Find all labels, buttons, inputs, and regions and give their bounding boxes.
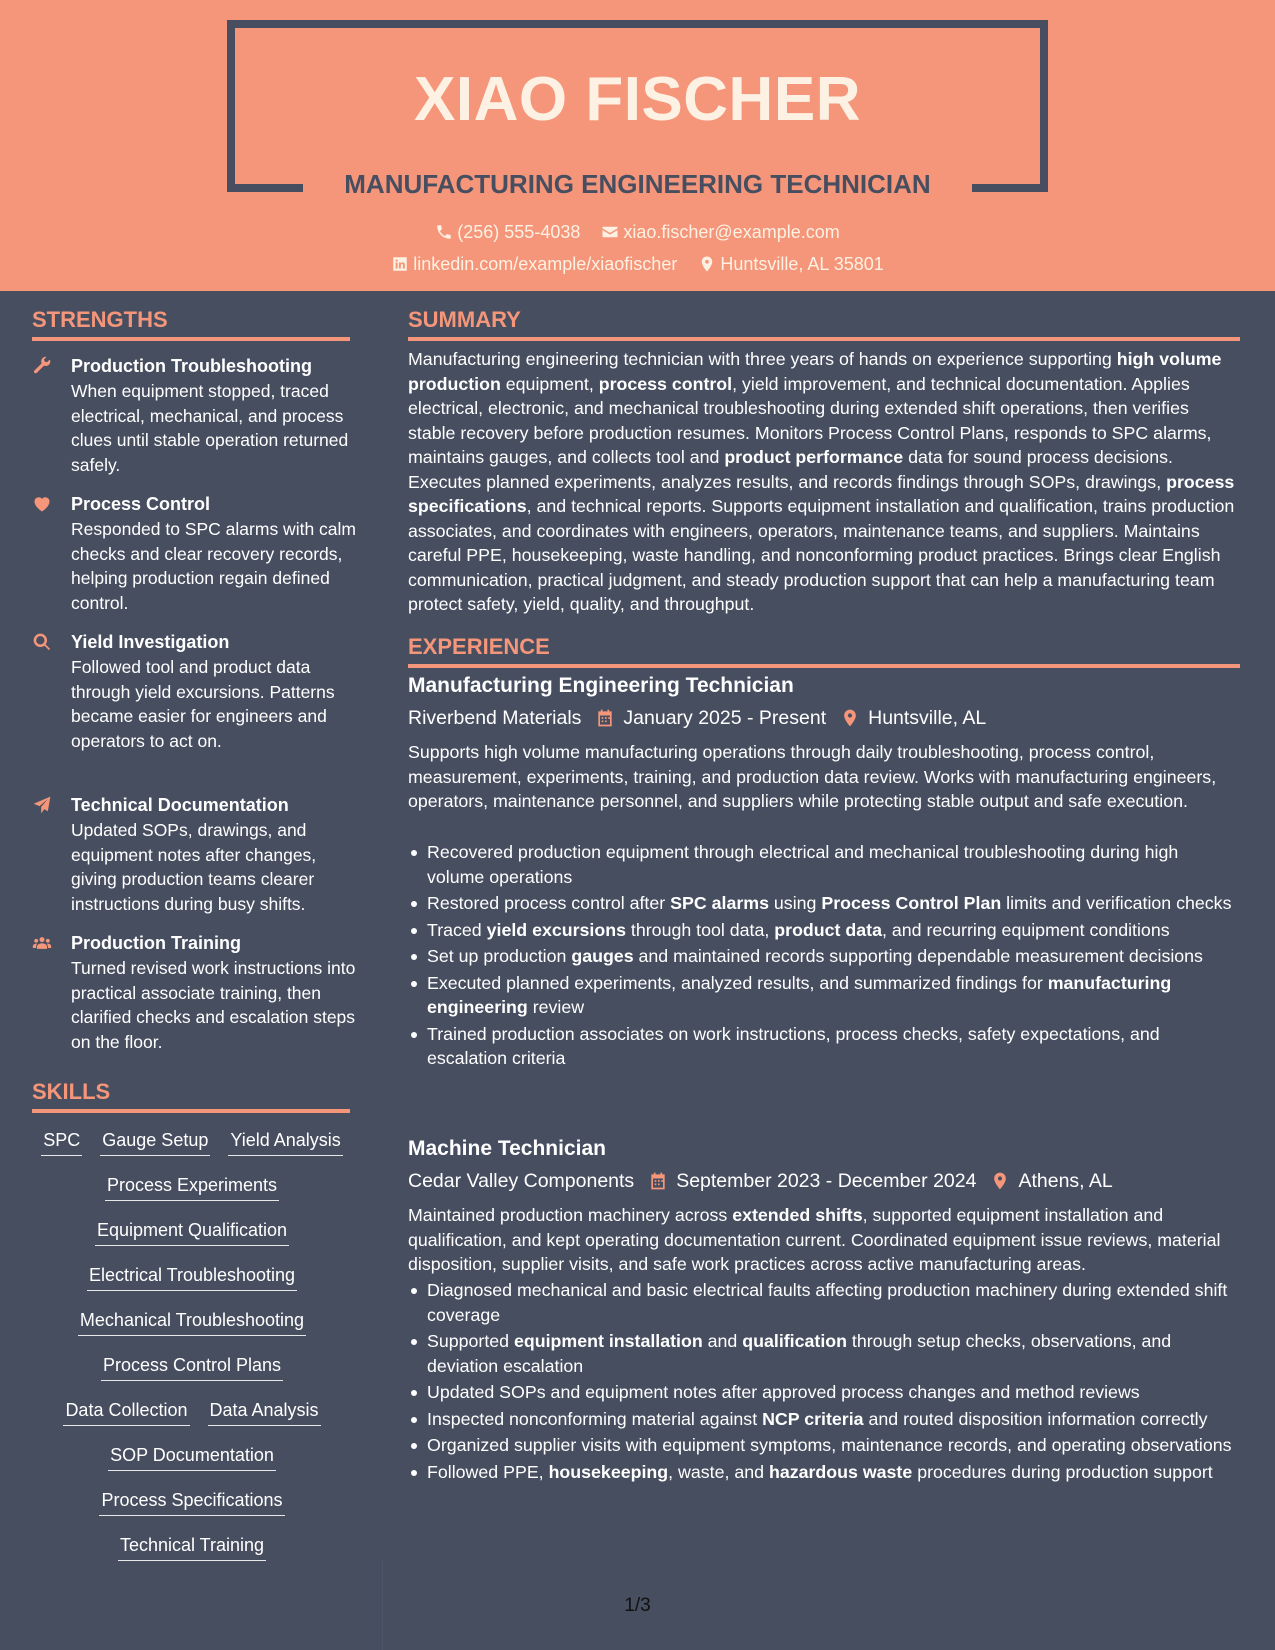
skill-tag: Process Control Plans xyxy=(101,1353,283,1381)
bold-text: SPC alarms xyxy=(670,893,769,913)
skills-heading: SKILLS xyxy=(32,1079,111,1104)
job-dates: January 2025 - Present xyxy=(623,707,827,729)
bold-text: process control xyxy=(598,373,733,394)
job-dates: September 2023 - December 2024 xyxy=(676,1170,977,1192)
phone-text: (256) 555-4038 xyxy=(457,222,581,242)
job-title: Machine Technician xyxy=(408,1137,606,1160)
text-run: data for sound process decisions. Executes planned experiments, analyzes results, and records findings through SOPs, drawings, xyxy=(408,447,1173,492)
strengths-rule xyxy=(32,337,350,341)
location-text: Huntsville, AL 35801 xyxy=(720,254,884,274)
strength-title: Process Control xyxy=(71,494,211,514)
skill-tag: Electrical Troubleshooting xyxy=(87,1263,297,1291)
resume-header xyxy=(0,0,1275,291)
skills-rule xyxy=(32,1109,350,1113)
text-run: review xyxy=(527,997,585,1017)
job-meta xyxy=(408,1168,1113,1194)
strength-title: Technical Documentation xyxy=(71,795,289,815)
list-item xyxy=(408,944,1240,969)
candidate-name: XIAO FISCHER xyxy=(414,65,861,134)
strength-description: Followed tool and product data through yield excursions. Patterns became easier for engineers and operators to act on. xyxy=(71,657,335,751)
skill-row xyxy=(32,1533,352,1578)
list-item xyxy=(408,918,1240,943)
text-run: and routed disposition information correctly xyxy=(863,1408,1208,1429)
bold-text: housekeeping xyxy=(548,1461,669,1482)
job-title: Manufacturing Engineering Technician xyxy=(408,674,794,697)
strength-description: Turned revised work instructions into practical associate training, then clarified checks and escalation steps on the floor. xyxy=(71,958,356,1052)
experience-heading: EXPERIENCE xyxy=(408,634,550,659)
list-item xyxy=(408,1329,1240,1378)
text-run: using xyxy=(768,893,822,913)
skill-row xyxy=(32,1218,352,1263)
bold-text: product performance xyxy=(724,447,904,467)
bold-text: extended shifts xyxy=(732,1205,863,1225)
job-location: Huntsville, AL xyxy=(868,707,987,729)
skill-row xyxy=(32,1173,352,1218)
text-run: Supports high volume manufacturing operations through daily troubleshooting, process control, measurement, experiments, training, and production data review. Works with manufacturing engineers, operators, maintenance personnel, and suppliers while protecting stable output and safe execution. xyxy=(408,742,1217,811)
strength-description: Updated SOPs, drawings, and equipment notes after changes, giving production teams clearer instructions during busy shifts. xyxy=(71,820,317,914)
list-item xyxy=(408,840,1240,889)
contact-row-2 xyxy=(0,252,1275,279)
contact-row xyxy=(0,220,1275,247)
list-item xyxy=(408,1380,1240,1405)
text-run: , supported equipment installation and qualification, and kept operating documentation current. Coordinated equipment issue reviews, material disposition, supplier visits, and safe work practices across active manufacturing areas. xyxy=(408,1205,1221,1274)
map-pin-icon xyxy=(698,255,716,273)
text-run: Followed PPE, xyxy=(427,1461,549,1482)
calendar-icon xyxy=(595,708,615,728)
header-frame xyxy=(227,20,1048,28)
page-number: 1/3 xyxy=(624,1595,651,1616)
calendar-icon xyxy=(648,1171,668,1191)
text-run: and maintained records supporting dependable measurement decisions xyxy=(633,946,1203,966)
list-item xyxy=(408,1022,1240,1071)
text-run: , waste, and xyxy=(668,1461,769,1482)
text-run: Inspected nonconforming material against xyxy=(427,1408,763,1429)
bold-text: NCP criteria xyxy=(762,1408,864,1429)
skill-row xyxy=(32,1263,352,1308)
bold-text: Process Control Plan xyxy=(821,893,1002,913)
skill-row xyxy=(32,1443,352,1488)
location-contact xyxy=(698,252,883,276)
list-item xyxy=(408,971,1240,1020)
text-run: through setup checks, observations, and deviation escalation xyxy=(427,1331,1172,1376)
candidate-title: MANUFACTURING ENGINEERING TECHNICIAN xyxy=(344,169,931,199)
search-icon xyxy=(32,632,54,652)
skill-row xyxy=(32,1398,352,1443)
text-run: Diagnosed mechanical and basic electrical faults affecting production machinery during extended shift coverage xyxy=(427,1280,1228,1325)
summary-text xyxy=(408,347,1240,617)
strength-title: Production Training xyxy=(71,933,241,953)
list-item xyxy=(408,1460,1240,1485)
linkedin-text: linkedin.com/example/xiaofischer xyxy=(413,254,678,274)
skill-row xyxy=(32,1308,352,1353)
bold-text: process specifications xyxy=(408,471,1235,516)
strengths-heading: STRENGTHS xyxy=(32,307,168,332)
skill-row xyxy=(32,1353,352,1398)
job-description xyxy=(408,740,1240,814)
text-run: , and technical reports. Supports equipment installation and qualification, trains production associates, and coordinates with engineers, operators, maintenance teams, and suppliers. Maintains careful PPE, housekeeping, waste handling, and nonconforming product practices. Brings clear English communication, practical judgment, and steady production support that can help a manufacturing team protect safety, yield, quality, and throughput. xyxy=(408,496,1235,614)
bold-text: equipment installation xyxy=(514,1331,703,1351)
job-location: Athens, AL xyxy=(1018,1170,1113,1192)
email-text: xiao.fischer@example.com xyxy=(623,222,840,242)
email-contact[interactable] xyxy=(601,220,839,244)
list-item xyxy=(408,891,1240,916)
paper-plane-icon xyxy=(32,795,54,815)
company-name: Cedar Valley Components xyxy=(408,1170,635,1192)
skill-tag: Data Collection xyxy=(63,1398,189,1426)
job-description xyxy=(408,1203,1240,1277)
text-run: procedures during production support xyxy=(912,1461,1213,1482)
bold-text: high volume production xyxy=(408,349,1222,394)
heart-icon xyxy=(32,494,54,514)
skill-tag: Yield Analysis xyxy=(228,1128,342,1156)
bold-text: hazardous waste xyxy=(768,1461,913,1482)
map-pin-icon xyxy=(840,708,860,728)
skills-list xyxy=(32,1128,352,1578)
text-run: Maintained production machinery across xyxy=(408,1205,733,1225)
job-bullets xyxy=(408,840,1240,1073)
phone-icon xyxy=(435,223,453,241)
bold-text: yield excursions xyxy=(486,919,626,940)
job-bullets xyxy=(408,1278,1240,1486)
map-pin-icon xyxy=(990,1171,1010,1191)
text-run: Executed planned experiments, analyzed results, and summarized findings for xyxy=(427,972,1048,993)
text-run: equipment, xyxy=(500,373,599,394)
skill-tag: Process Specifications xyxy=(99,1488,284,1516)
skill-tag: Equipment Qualification xyxy=(95,1218,289,1246)
summary-heading: SUMMARY xyxy=(408,307,521,332)
text-run: Traced xyxy=(427,919,487,940)
linkedin-icon xyxy=(391,255,409,273)
company-name: Riverbend Materials xyxy=(408,707,582,729)
summary-rule xyxy=(408,337,1240,341)
linkedin-contact[interactable] xyxy=(391,252,677,276)
wrench-icon xyxy=(32,356,54,376)
skill-tag: SOP Documentation xyxy=(108,1443,276,1471)
list-item xyxy=(408,1433,1240,1458)
skill-row xyxy=(32,1128,352,1173)
skill-tag: Gauge Setup xyxy=(100,1128,210,1156)
text-run: Trained production associates on work instructions, process checks, safety expectations, and escalation criteria xyxy=(427,1023,1160,1068)
skill-row xyxy=(32,1488,352,1533)
text-run: Set up production xyxy=(427,946,572,966)
skill-tag: Process Experiments xyxy=(105,1173,279,1201)
list-item xyxy=(408,1407,1240,1432)
experience-rule xyxy=(408,664,1240,668)
bold-text: product data xyxy=(774,919,882,940)
phone-contact[interactable] xyxy=(435,220,580,244)
job-meta xyxy=(408,705,986,731)
skill-tag: Technical Training xyxy=(118,1533,266,1561)
text-run: Organized supplier visits with equipment symptoms, maintenance records, and operating observations xyxy=(427,1435,1232,1455)
text-run: Supported xyxy=(427,1331,514,1351)
text-run: Updated SOPs and equipment notes after approved process changes and method reviews xyxy=(427,1382,1140,1402)
text-run: Manufacturing engineering technician with three years of hands on experience supporting xyxy=(408,349,1117,369)
bold-text: gauges xyxy=(571,946,634,966)
skill-tag: Mechanical Troubleshooting xyxy=(78,1308,306,1336)
text-run: , yield improvement, and technical documentation. Applies electrical, electronic, and mechanical troubleshooting during extended shift operations, then verifies stable recovery before production resumes. Monitors Process Control Plans, responds to SPC alarms, maintains gauges, and collects tool and xyxy=(408,373,1212,467)
text-run: limits and verification checks xyxy=(1001,893,1232,913)
text-run: through tool data, xyxy=(625,919,775,940)
list-item xyxy=(408,1278,1240,1327)
text-run: , and recurring equipment conditions xyxy=(881,919,1170,940)
bold-text: qualification xyxy=(742,1331,847,1351)
text-run: Recovered production equipment through electrical and mechanical troubleshooting during high volume operations xyxy=(427,842,1179,887)
skill-tag: Data Analysis xyxy=(208,1398,321,1426)
envelope-icon xyxy=(601,223,619,241)
bold-text: manufacturing engineering xyxy=(427,972,1172,1017)
strength-title: Production Troubleshooting xyxy=(71,356,312,376)
skill-tag: SPC xyxy=(41,1128,82,1156)
strength-description: Responded to SPC alarms with calm checks and clear recovery records, helping production regain defined control. xyxy=(71,519,356,613)
users-icon xyxy=(32,933,54,953)
strength-description: When equipment stopped, traced electrical, mechanical, and process clues until stable operation returned safely. xyxy=(71,381,349,475)
text-run: and xyxy=(702,1331,743,1351)
strength-title: Yield Investigation xyxy=(71,632,230,652)
text-run: Restored process control after xyxy=(427,893,671,913)
